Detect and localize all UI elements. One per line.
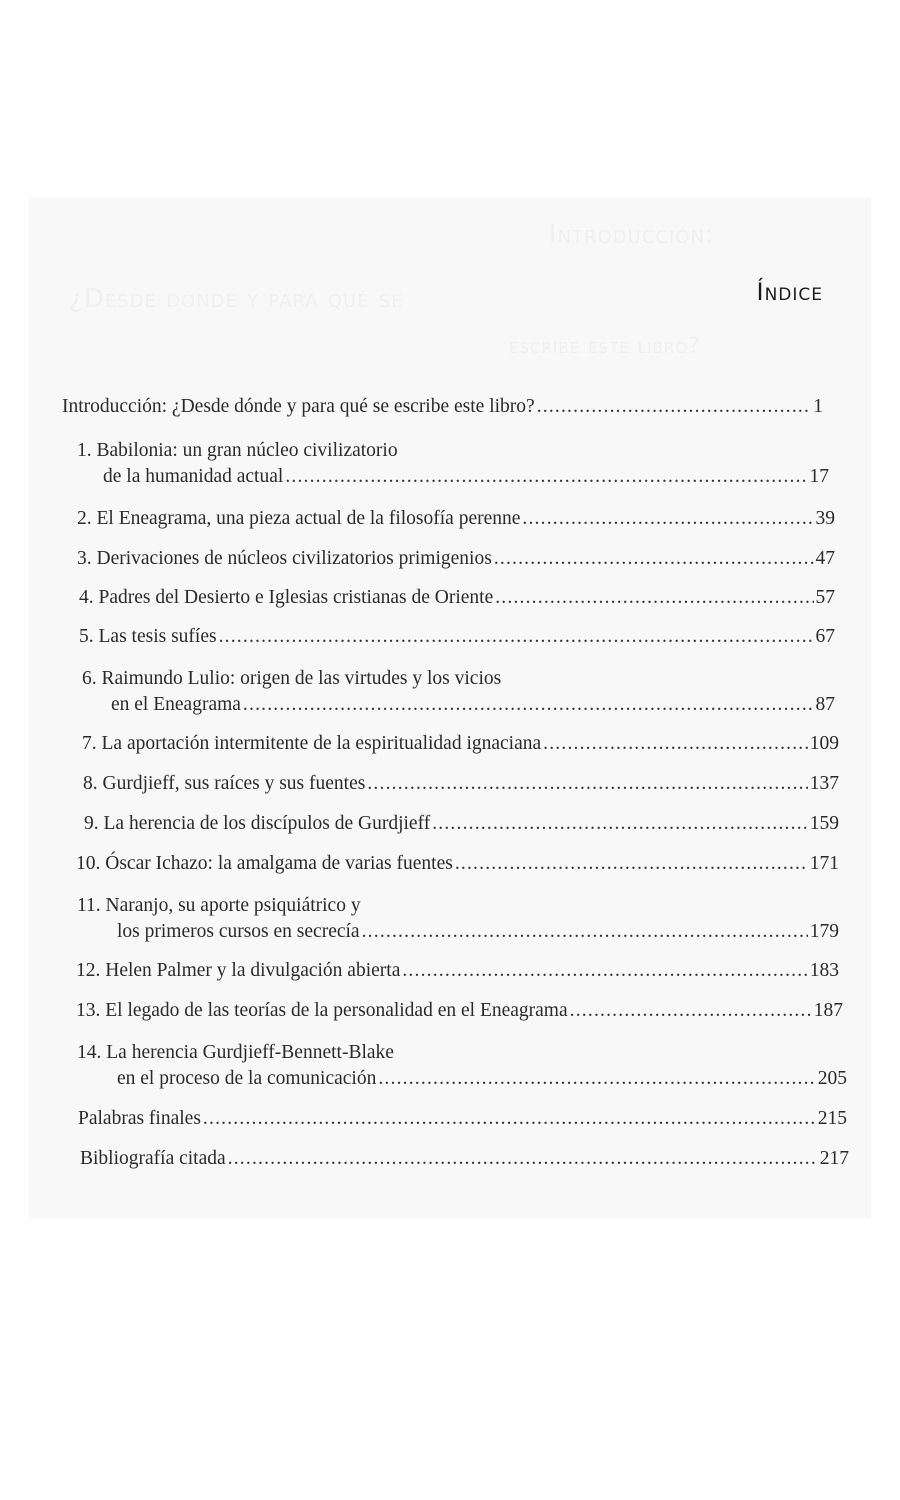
dot-leader [522, 508, 813, 530]
page-number: 87 [815, 694, 835, 715]
entry-text: Gurdjieff, sus raíces y sus fuentes [102, 773, 366, 794]
page-number: 1 [813, 396, 823, 417]
entry-title: Naranjo, su aporte psiquiátrico y [105, 895, 361, 916]
toc-entry-12 [76, 960, 839, 982]
chapter-number: 12. [76, 960, 101, 981]
page-number: 187 [813, 1000, 843, 1021]
page-number: 183 [809, 960, 839, 981]
page-number: 17 [809, 466, 829, 487]
toc-entry-1 [103, 466, 829, 488]
entry-text: Las tesis sufíes [98, 626, 217, 647]
chapter-number: 11. [77, 895, 101, 916]
page-number: 159 [809, 813, 839, 834]
toc-entry-4 [79, 587, 835, 609]
chapter-number: 14. [77, 1042, 102, 1063]
page-number: 179 [809, 921, 839, 942]
toc-entry-bibliography [80, 1148, 849, 1170]
page-number: 67 [815, 626, 835, 647]
entry-title [84, 813, 430, 835]
page-number: 137 [809, 773, 839, 794]
toc-entry-final-words [78, 1108, 847, 1130]
dot-leader [378, 1068, 815, 1090]
entry-text: Óscar Ichazo: la amalgama de varias fuentes [105, 853, 453, 874]
page-title: Índice [756, 278, 823, 306]
page-number: 217 [819, 1148, 849, 1169]
entry-title [79, 626, 217, 648]
show-through-text: Introducción: [549, 220, 715, 250]
dot-leader [228, 1148, 818, 1170]
dot-leader [495, 587, 813, 609]
chapter-number: 8. [83, 773, 98, 794]
entry-title-continued: en el proceso de la comunicación [117, 1068, 377, 1089]
entry-title-continued: de la humanidad actual [103, 466, 284, 487]
dot-leader [455, 853, 808, 875]
page-number: 109 [809, 733, 839, 754]
dot-leader [367, 773, 807, 795]
entry-title [76, 853, 453, 875]
entry-title: Bibliografía citada [80, 1148, 226, 1169]
entry-text: El legado de las teorías de la personalidad en el Eneagrama [105, 1000, 568, 1021]
entry-title [79, 587, 493, 609]
page-number: 47 [815, 548, 835, 569]
entry-title-continued: los primeros cursos en secrecía [117, 921, 360, 942]
entry-text: La herencia de los discípulos de Gurdjieff [103, 813, 431, 834]
chapter-number: 5. [79, 626, 94, 647]
entry-title: Raimundo Lulio: origen de las virtudes y los vicios [101, 668, 502, 689]
dot-leader [543, 733, 808, 755]
entry-title: Introducción: ¿Desde dónde y para qué se escribe este libro? [62, 396, 535, 417]
toc-entry-11-line1 [77, 895, 361, 917]
entry-text: Padres del Desierto e Iglesias cristianas de Oriente [98, 587, 494, 608]
chapter-number: 2. [77, 508, 92, 529]
toc-entry-1-line1 [77, 440, 398, 462]
chapter-number: 6. [82, 668, 97, 689]
toc-entry-13 [76, 1000, 843, 1022]
page-number: 215 [817, 1108, 847, 1129]
page-number: 39 [815, 508, 835, 529]
chapter-number: 10. [76, 853, 101, 874]
dot-leader [362, 921, 808, 943]
page-number: 205 [817, 1068, 847, 1089]
toc-entry-8 [83, 773, 839, 795]
dot-leader [432, 813, 808, 835]
entry-title [76, 1000, 568, 1022]
entry-title [77, 548, 492, 570]
entry-text: El Eneagrama, una pieza actual de la filosofía perenne [96, 508, 521, 529]
toc-entry-9 [84, 813, 839, 835]
entry-text: Helen Palmer y la divulgación abierta [105, 960, 401, 981]
toc-entry-14-line1 [77, 1042, 394, 1064]
entry-title [77, 508, 520, 530]
chapter-number: 3. [77, 548, 92, 569]
dot-leader [243, 694, 814, 716]
toc-entry-6 [111, 694, 835, 716]
dot-leader [203, 1108, 816, 1130]
toc-entry-11 [117, 921, 839, 943]
entry-title-continued: en el Eneagrama [111, 694, 241, 715]
toc-entry-14 [117, 1068, 847, 1090]
toc-entry-introduction [62, 396, 823, 418]
dot-leader [537, 396, 812, 418]
page-number: 57 [815, 587, 835, 608]
toc-entry-3 [77, 548, 835, 570]
dot-leader [494, 548, 814, 570]
toc-entry-7 [82, 733, 839, 755]
entry-title [82, 733, 541, 755]
chapter-number: 4. [79, 587, 94, 608]
book-page [29, 198, 871, 1218]
entry-text: La aportación intermitente de la espiritualidad ignaciana [101, 733, 542, 754]
entry-title [76, 960, 400, 982]
toc-entry-6-line1 [82, 668, 501, 690]
chapter-number: 13. [76, 1000, 101, 1021]
page-number: 171 [809, 853, 839, 874]
toc-entry-10 [76, 853, 839, 875]
entry-title: Palabras finales [78, 1108, 201, 1129]
entry-title: La herencia Gurdjieff-Bennett-Blake [106, 1042, 394, 1063]
chapter-number: 7. [82, 733, 97, 754]
dot-leader [570, 1000, 812, 1022]
toc-entry-2 [77, 508, 835, 530]
show-through-text: ¿Desde dónde y para qué se [69, 284, 404, 314]
entry-title [83, 773, 365, 795]
chapter-number: 9. [84, 813, 99, 834]
entry-title: Babilonia: un gran núcleo civilizatorio [96, 440, 398, 461]
entry-text: Derivaciones de núcleos civilizatorios primigenios [96, 548, 492, 569]
dot-leader [285, 466, 807, 488]
dot-leader [402, 960, 807, 982]
dot-leader [219, 626, 814, 648]
show-through-text: escribe este libro? [509, 334, 701, 359]
toc-entry-5 [79, 626, 835, 648]
chapter-number: 1. [77, 440, 92, 461]
